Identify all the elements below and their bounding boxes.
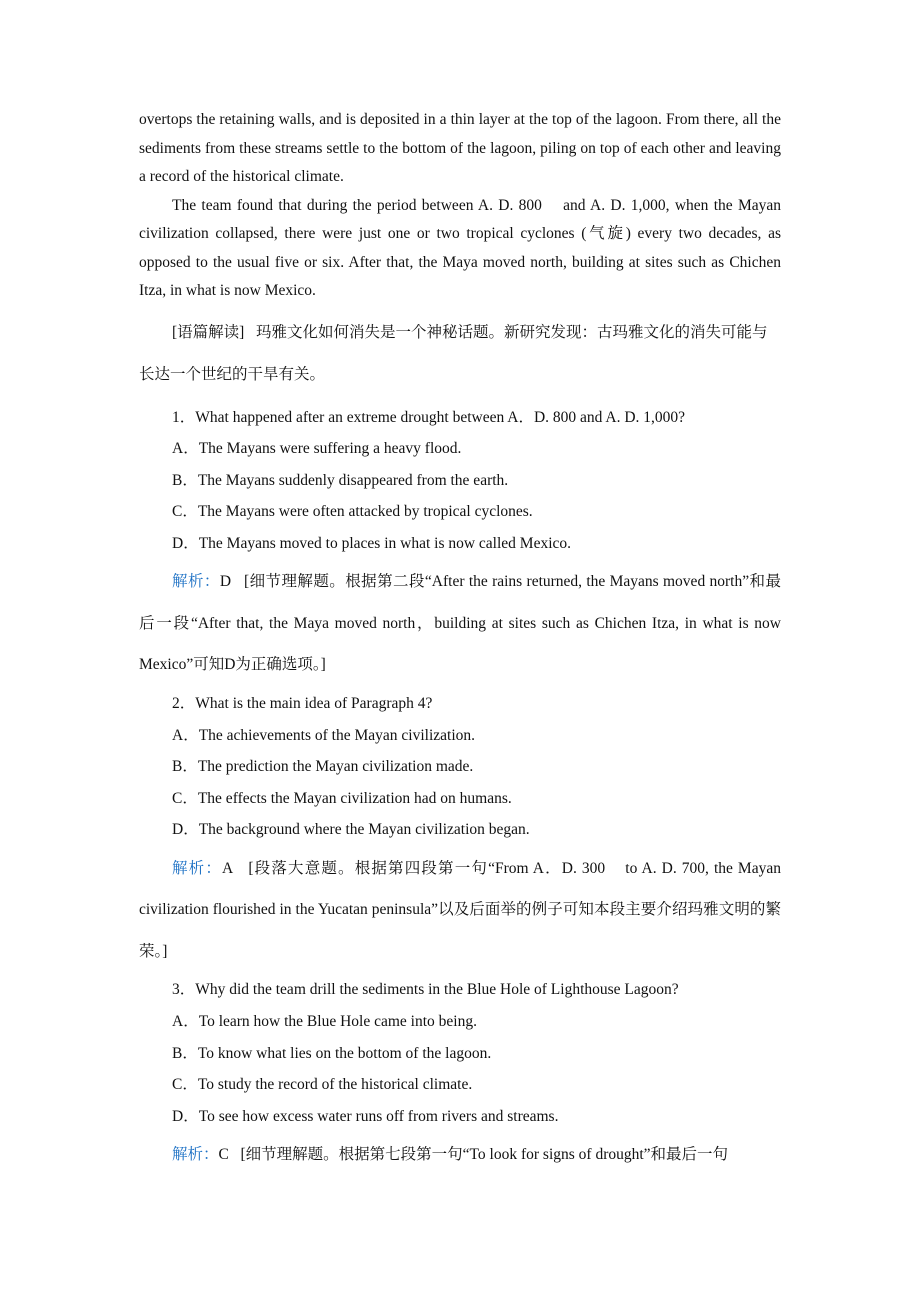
option-a: A．To learn how the Blue Hole came into being. — [172, 1013, 477, 1031]
option-b: B．The Mayans suddenly disappeared from the earth. — [172, 471, 509, 489]
analysis-label: 解析： — [172, 859, 223, 877]
analysis — [139, 1134, 781, 1176]
passage-paragraph: The team found that during the period between A. D. 800 and A. D. 1,000, when the Mayan civilization collapsed, there were just one or two tropical cyclones (气旋) every two decades, as opposed to the usual five or six. After that, the Maya moved north, building at sites such as Chichen Itza, in what is now Mexico. — [139, 196, 781, 299]
analysis-text: A [段落大意题。根据第四段第一句“From A．D. 300 to A. D. 700, the Mayan civilization flourished in the Yucatan peninsula”以及后面举的例子可知本段主要介绍玛雅文明的繁荣。] — [139, 859, 781, 960]
option-a: A．The achievements of the Mayan civilization. — [172, 726, 476, 744]
question-stem: 3．Why did the team drill the sediments in the Blue Hole of Lighthouse Lagoon? — [172, 981, 679, 999]
question-block-3 — [139, 974, 781, 1175]
analysis-label: 解析： — [172, 573, 220, 591]
reading-guide — [139, 312, 781, 396]
analysis — [139, 848, 781, 973]
document-page — [139, 106, 781, 1178]
option-d: D．The Mayans moved to places in what is now called Mexico. — [172, 534, 572, 552]
option-c: C．To study the record of the historical climate. — [172, 1076, 473, 1094]
option-d: D．The background where the Mayan civilization began. — [172, 821, 530, 839]
question-stem: 2．What is the main idea of Paragraph 4? — [172, 694, 433, 712]
option-c: C．The Mayans were often attacked by tropical cyclones. — [172, 503, 533, 521]
analysis-label: 解析： — [172, 1146, 219, 1164]
option-b: B．To know what lies on the bottom of the lagoon. — [172, 1044, 492, 1062]
question-stem: 1．What happened after an extreme drought between A．D. 800 and A. D. 1,000? — [172, 408, 686, 426]
analysis — [139, 561, 781, 686]
option-a: A．The Mayans were suffering a heavy flood. — [172, 440, 462, 458]
passage-paragraph-continued: overtops the retaining walls, and is deposited in a thin layer at the top of the lagoon. From there, all the sediments from these streams settle to the bottom of the lagoon, piling on top of each other and leaving a record of the historical climate. — [139, 111, 781, 185]
reading-guide-label: [语篇解读] — [172, 323, 245, 341]
question-block-1 — [139, 402, 781, 686]
reading-guide-text: 玛雅文化如何消失是一个神秘话题。新研究发现：古玛雅文化的消失可能与长达一个世纪的干旱有关。 — [139, 323, 768, 383]
question-block-2 — [139, 688, 781, 972]
option-d: D．To see how excess water runs off from rivers and streams. — [172, 1107, 559, 1125]
analysis-text: C [细节理解题。根据第七段第一句“To look for signs of drought”和最后一句 — [218, 1146, 729, 1164]
option-b: B．The prediction the Mayan civilization made. — [172, 758, 474, 776]
option-c: C．The effects the Mayan civilization had on humans. — [172, 789, 512, 807]
analysis-text: D [细节理解题。根据第二段“After the rains returned, the Mayans moved north”和最后一段“After that, the Maya moved north，building at sites such as Chichen Itza, in what is now Mexico”可知D为正确选项。] — [139, 573, 781, 674]
